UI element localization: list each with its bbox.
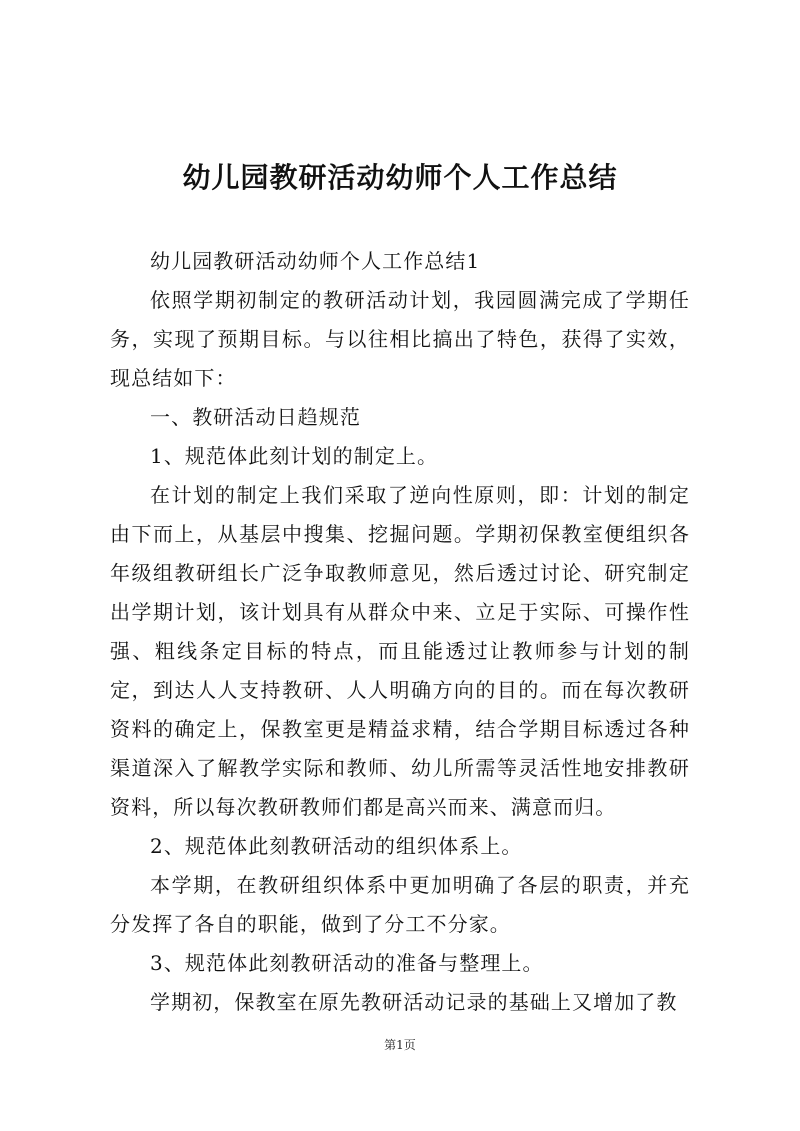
page-number: 第1页	[384, 1038, 416, 1052]
paragraph-organization-details: 本学期，在教研组织体系中更加明确了各层的职责，并充分发挥了各自的职能，做到了分工不分家。	[110, 873, 690, 936]
document-title: 幼儿园教研活动幼师个人工作总结	[182, 161, 618, 194]
document-body	[110, 242, 690, 1022]
paragraph-subheading-plan: 1、规范体此刻计划的制定上。	[150, 444, 439, 468]
paragraph-heading-standardization: 一、教研活动日趋规范	[150, 405, 361, 429]
paragraph-plan-details: 在计划的制定上我们采取了逆向性原则，即：计划的制定由下而上，从基层中搜集、挖掘问题。学期初保教室便组织各年级组教研组长广泛争取教师意见，然后透过讨论、研究制定出学期计划，该计划具有从群众中来、立足于实际、可操作性强、粗线条定目标的特点，而且能透过让教师参与计划的制定，到达人人支持教研、人人明确方向的目的。而在每次教研资料的确定上，保教室更是精益求精，结合学期目标透过各种渠道深入了解教学实际和教师、幼儿所需等灵活性地安排教研资料，所以每次教研教师们都是高兴而来、满意而归。	[110, 483, 690, 819]
paragraph-section-heading-1: 幼儿园教研活动幼师个人工作总结1	[150, 249, 481, 273]
paragraph-subheading-preparation: 3、规范体此刻教研活动的准备与整理上。	[150, 951, 544, 975]
paragraph-subheading-organization: 2、规范体此刻教研活动的组织体系上。	[150, 834, 523, 858]
paragraph-intro: 依照学期初制定的教研活动计划，我园圆满完成了学期任务，实现了预期目标。与以往相比搞出了特色，获得了实效，现总结如下：	[110, 288, 690, 390]
paragraph-preparation-details: 学期初，保教室在原先教研活动记录的基础上又增加了教	[150, 990, 678, 1014]
